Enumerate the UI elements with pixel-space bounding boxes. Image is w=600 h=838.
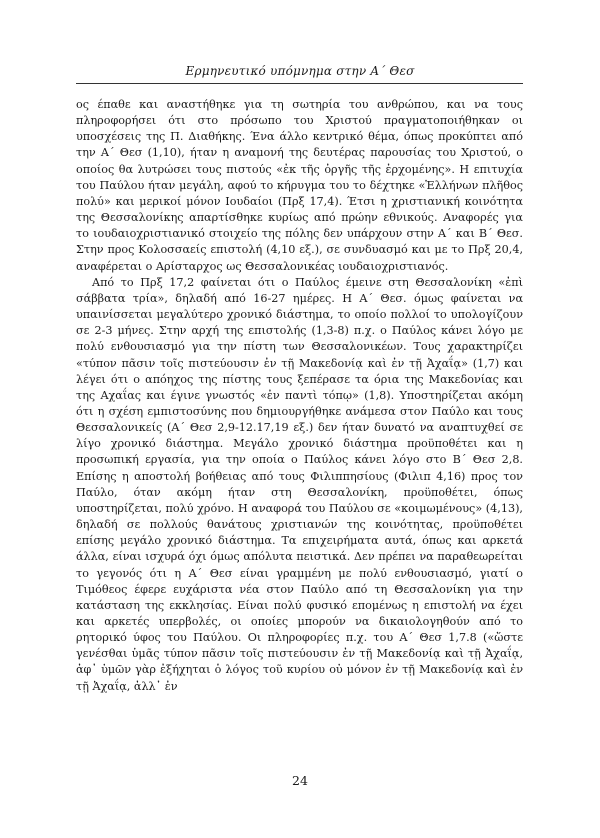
page-number: 24 xyxy=(292,773,308,788)
paragraph-2: Από το Πρξ 17,2 φαίνεται ότι ο Παύλος έμεινε στη Θεσσαλονίκη «ἐπὶ σάββατα τρία», δηλαδή από 16-27 ημέρες. Η Α΄ Θεσ. όμως φαίνεται να υπαινίσσεται μεγαλύτερο χρονικό διάστημα, το οποίο πολλοί το υπολογίζουν σε 2-3 μήνες. Στην αρχή της επιστολής (1,3-8) π.χ. ο Παύλος κάνει λόγο με πολύ ενθουσιασμό για την πίστη των Θεσσαλονικέων. Τους χαρακτηρίζει «τύπον πᾶσιν τοῖς πιστεύουσιν ἐν τῇ Μακεδονίᾳ καὶ ἐν τῇ Ἀχαΐᾳ» (1,7) και λέγει ότι ο απόηχος της πίστης τους ξεπέρασε τα όρια της Μακεδονίας και της Αχαΐας και έγινε γνωστός «ἐν παντὶ τόπῳ» (1,8). Υποστηρίζεται ακόμη ότι η σχέση εμπιστοσύνης που δημιουργήθηκε ανάμεσα στον Παύλο και τους Θεσσαλονικείς (Α΄ Θεσ 2,9-12.17,19 εξ.) δεν ήταν δυνατό να αναπτυχθεί σε λίγο χρονικό διάστημα. Μεγάλο χρονικό διάστημα προϋποθέτει και η προσωπική εργασία, για την οποία ο Παύλος κάνει λόγο στο Β΄ Θεσ 2,8. Επίσης η αποστολή βοήθειας από τους Φιλιππησίους (Φιλιπ 4,16) προς τον Παύλο, όταν ακόμη ήταν στη Θεσσαλονίκη, προϋποθέτει, όπως υποστηρίζεται, πολύ χρόνο. Η αναφορά του Παύλου σε «κοιμωμένους» (4,13), δηλαδή σε πολλούς θανάτους χριστιανών της κοινότητας, προϋποθέτει επίσης μεγάλο χρονικό διάστημα. Τα επιχειρήματα αυτά, όπως και αρκετά άλλα, είναι ισχυρά όχι όμως απόλυτα πειστικά. Δεν πρέπει να παραθεωρείται το γεγονός ότι η Α΄ Θεσ είναι γραμμένη με πολύ ενθουσιασμό, γιατί ο Τιμόθεος έφερε ευχάριστα νέα στον Παύλο από τη Θεσσαλονίκη για την κατάσταση της εκκλησίας. Είναι πολύ φυσικό επομένως η επιστολή να έχει και αρκετές υπερβολές, οι οποίες μπορούν να δικαιολογηθούν από το ρητορικό ύφος του Παύλου. Οι πληροφορίες π.χ. του Α΄ Θεσ 1,7.8 («ὥστε γενέσθαι ὑμᾶς τύπον πᾶσιν τοῖς πιστεύουσιν ἐν τῇ Μακεδονίᾳ καὶ τῇ Ἀχαΐᾳ, ἀφ᾽ ὑμῶν γὰρ ἐξήχηται ὁ λόγος τοῦ κυρίου οὐ μόνον ἐν τῇ Μακεδονίᾳ καὶ ἐν τῇ Ἀχαΐᾳ, ἀλλ᾽ ἐν xyxy=(76,275,523,693)
header-rule xyxy=(76,83,523,84)
paragraph-1: ος έπαθε και αναστήθηκε για τη σωτηρία του ανθρώπου, και να τους πληροφορήσει ότι στο πρόσωπο του Χριστού πραγματοποιήθηκαν οι υποσχέσεις της Π. Διαθήκης. Ένα άλλο κεντρικό θέμα, όπως προκύπτει από την Α΄ Θεσ (1,10), ήταν η αναμονή της δευτέρας παρουσίας του Χριστού, ο οποίος θα λυτρώσει τους πιστούς «ἐκ τῆς ὀργῆς τῆς ἐρχομένης». Η επιτυχία του Παύλου ήταν μεγάλη, αφού το κήρυγμα του το δέχτηκε «Ἑλλήνων πλῆθος πολύ» και μερικοί μόνον Ιουδαίοι (Πρξ 17,4). Έτσι η χριστιανική κοινότητα της Θεσσαλονίκης απαρτίσθηκε κυρίως από πρώην εθνικούς. Αναφορές για το ιουδαιοχριστιανικό στοιχείο της πόλης δεν υπάρχουν στην Α΄ και Β΄ Θεσ. Στην προς Κολοσσαείς επιστολή (4,10 εξ.), σε συνδυασμό και με το Πρξ 20,4, αναφέρεται ο Αρίσταρχος ως Θεσσαλονικέας ιουδαιοχριστιανός. xyxy=(76,98,523,273)
running-head: Ερμηνευτικό υπόμνημα στην Α΄ Θεσ xyxy=(185,64,415,78)
page-body xyxy=(76,97,523,695)
